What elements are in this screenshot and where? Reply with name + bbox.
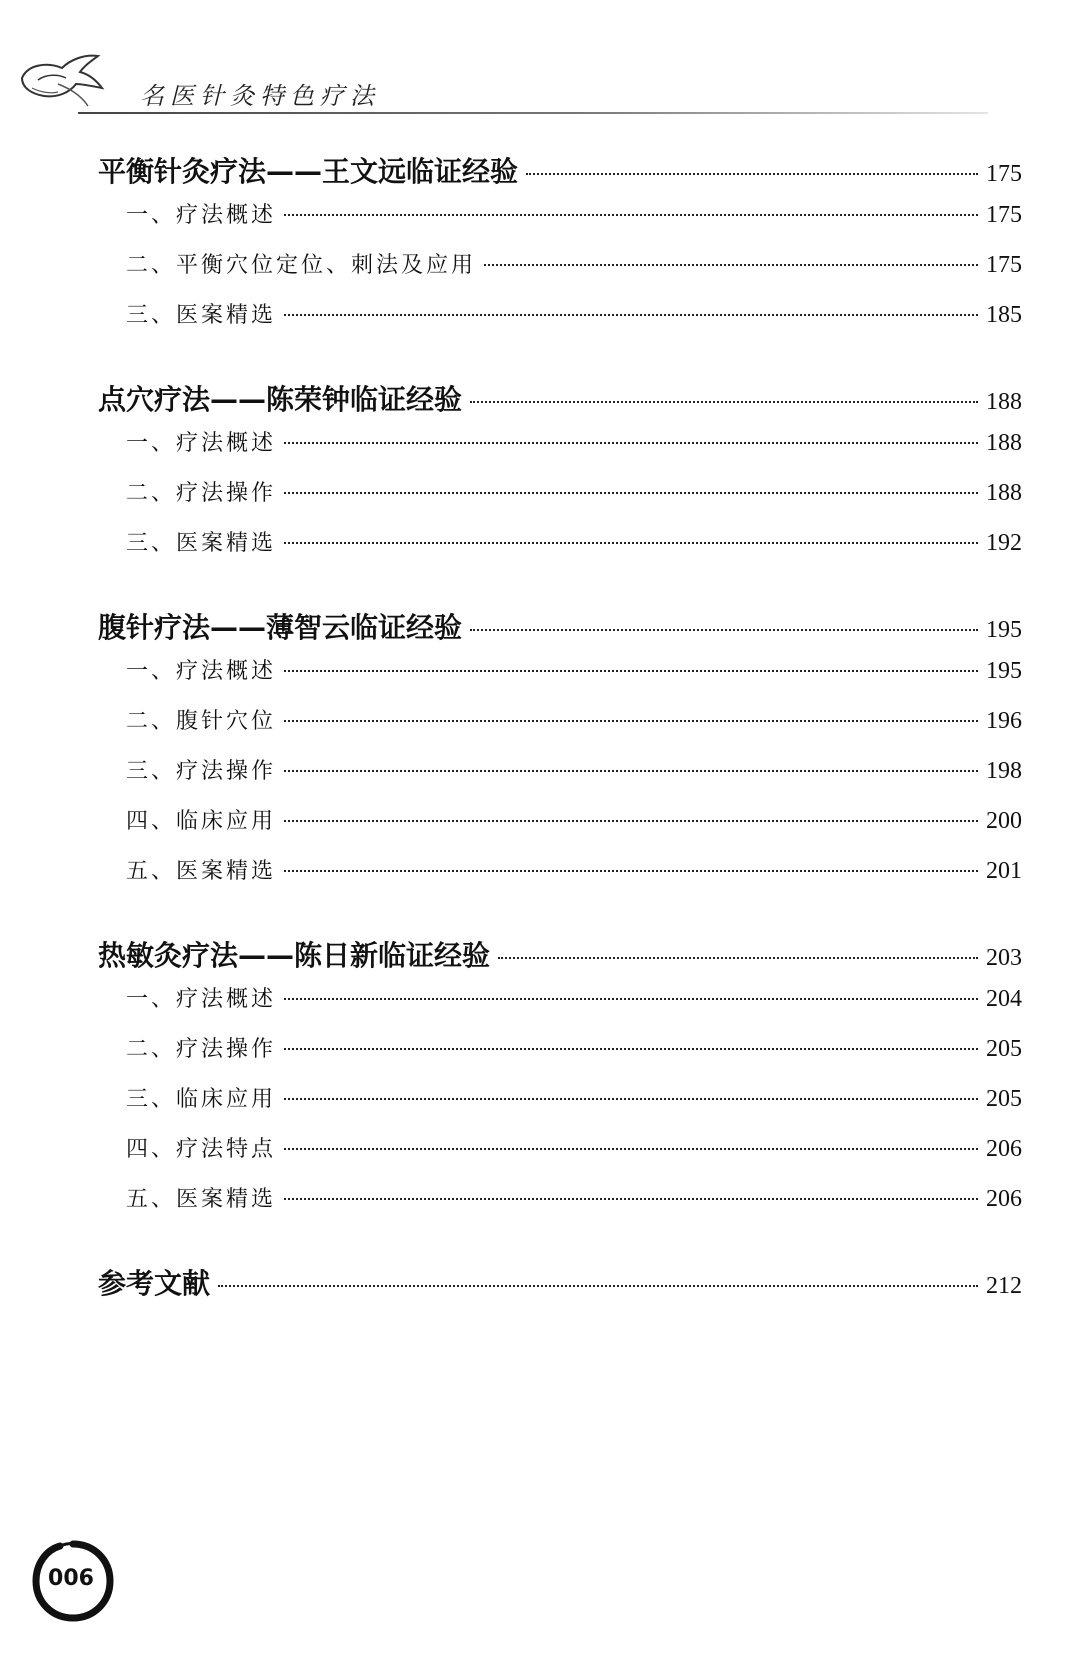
toc-item[interactable] — [98, 654, 1022, 704]
toc-item[interactable] — [98, 1032, 1022, 1082]
page-number: 198 — [986, 758, 1022, 784]
toc-item[interactable] — [98, 198, 1022, 248]
dot-leader — [284, 312, 978, 316]
item-label: 一、疗法概述 — [126, 987, 277, 1012]
toc-item[interactable] — [98, 298, 1022, 348]
toc-item[interactable] — [98, 526, 1022, 576]
dot-leader — [284, 490, 978, 494]
toc-chapter[interactable] — [98, 606, 1022, 654]
toc-item[interactable] — [98, 1182, 1022, 1232]
dot-leader — [218, 1283, 978, 1287]
item-label: 三、临床应用 — [126, 1087, 277, 1112]
item-label: 四、疗法特点 — [126, 1137, 277, 1162]
page-number-badge — [30, 1538, 116, 1624]
dot-leader — [284, 1046, 978, 1050]
toc-item[interactable] — [98, 1082, 1022, 1132]
dot-leader — [284, 668, 978, 672]
item-label: 一、疗法概述 — [126, 203, 277, 228]
toc-item[interactable] — [98, 1132, 1022, 1182]
page-number: 204 — [986, 986, 1022, 1012]
page-number: 206 — [986, 1186, 1022, 1212]
toc-chapter[interactable] — [98, 378, 1022, 426]
dot-leader — [498, 955, 978, 959]
item-label: 一、疗法概述 — [126, 431, 277, 456]
dot-leader — [284, 818, 978, 822]
hand-logo-icon — [18, 44, 108, 116]
dot-leader — [284, 1146, 978, 1150]
page-number: 185 — [986, 302, 1022, 328]
header-divider — [78, 112, 988, 114]
toc-item[interactable] — [98, 704, 1022, 754]
toc-item[interactable] — [98, 854, 1022, 904]
item-label: 四、临床应用 — [126, 809, 277, 834]
chapter-title: 腹针疗法——薄智云临证经验 — [98, 611, 463, 644]
page-number: 175 — [986, 202, 1022, 228]
page-number: 188 — [986, 389, 1022, 415]
dot-leader — [284, 440, 978, 444]
toc-item[interactable] — [98, 248, 1022, 298]
item-label: 二、疗法操作 — [126, 1037, 277, 1062]
page-number: 205 — [986, 1086, 1022, 1112]
dot-leader — [284, 540, 978, 544]
dot-leader — [284, 212, 978, 216]
chapter-title: 热敏灸疗法——陈日新临证经验 — [98, 939, 491, 972]
dot-leader — [284, 868, 978, 872]
page-number: 175 — [986, 161, 1022, 187]
table-of-contents — [98, 150, 1022, 1310]
page-number: 188 — [986, 480, 1022, 506]
footer-page-number: 006 — [48, 1566, 94, 1591]
page-number: 201 — [986, 858, 1022, 884]
dot-leader — [470, 627, 978, 631]
page-number: 195 — [986, 658, 1022, 684]
item-label: 三、医案精选 — [126, 303, 277, 328]
toc-item[interactable] — [98, 476, 1022, 526]
item-label: 一、疗法概述 — [126, 659, 277, 684]
toc-chapter[interactable] — [98, 934, 1022, 982]
dot-leader — [526, 171, 978, 175]
page-number: 212 — [986, 1273, 1022, 1299]
page-number: 188 — [986, 430, 1022, 456]
page-number: 200 — [986, 808, 1022, 834]
item-label: 二、疗法操作 — [126, 481, 277, 506]
item-label: 二、平衡穴位定位、刺法及应用 — [126, 253, 477, 278]
dot-leader — [470, 399, 978, 403]
item-label: 二、腹针穴位 — [126, 709, 277, 734]
dot-leader — [284, 768, 978, 772]
page-number: 196 — [986, 708, 1022, 734]
toc-item[interactable] — [98, 426, 1022, 476]
item-label: 三、疗法操作 — [126, 759, 277, 784]
references-title: 参考文献 — [98, 1267, 211, 1300]
page-number: 195 — [986, 617, 1022, 643]
toc-references[interactable] — [98, 1262, 1022, 1310]
header-title: 名医针灸特色疗法 — [140, 82, 380, 110]
item-label: 三、医案精选 — [126, 531, 277, 556]
dot-leader — [284, 718, 978, 722]
page-number: 175 — [986, 252, 1022, 278]
toc-item[interactable] — [98, 804, 1022, 854]
dot-leader — [484, 262, 978, 266]
item-label: 五、医案精选 — [126, 1187, 277, 1212]
page-number: 205 — [986, 1036, 1022, 1062]
item-label: 五、医案精选 — [126, 859, 277, 884]
page-number: 192 — [986, 530, 1022, 556]
dot-leader — [284, 1096, 978, 1100]
toc-item[interactable] — [98, 982, 1022, 1032]
page-number: 203 — [986, 945, 1022, 971]
chapter-title: 平衡针灸疗法——王文远临证经验 — [98, 155, 519, 188]
toc-item[interactable] — [98, 754, 1022, 804]
dot-leader — [284, 996, 978, 1000]
dot-leader — [284, 1196, 978, 1200]
toc-chapter[interactable] — [98, 150, 1022, 198]
page-number: 206 — [986, 1136, 1022, 1162]
page-header — [0, 0, 1080, 130]
chapter-title: 点穴疗法——陈荣钟临证经验 — [98, 383, 463, 416]
